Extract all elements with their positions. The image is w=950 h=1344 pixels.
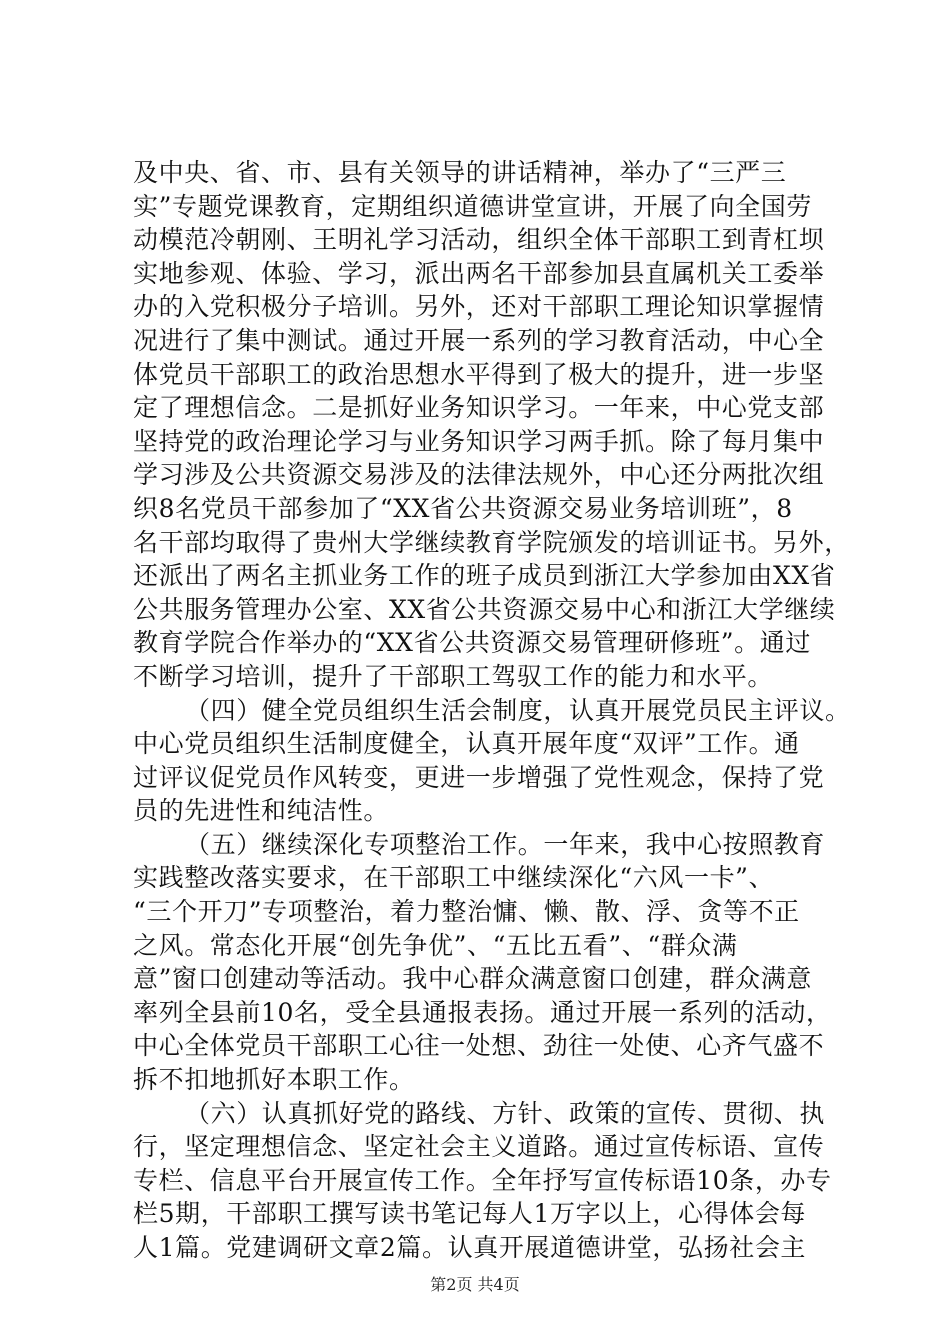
- body-line: 教育学院合作举办的“XX省公共资源交易管理研修班”。通过: [133, 628, 811, 658]
- body-line: 行，坚定理想信念、坚定社会主义道路。通过宣传标语、宣传: [133, 1132, 825, 1162]
- section-heading-line: （五）继续深化专项整治工作。一年来，我中心按照教育: [185, 829, 826, 859]
- body-line: 及中央、省、市、县有关领导的讲话精神，举办了“三严三: [133, 158, 787, 187]
- body-line: 过评议促党员作风转变，更进一步增强了党性观念，保持了党: [133, 762, 825, 792]
- body-line: 公共服务管理办公室、XX省公共资源交易中心和浙江大学继续: [133, 594, 836, 624]
- section-heading-line: （六）认真抓好党的路线、方针、政策的宣传、贯彻、执: [185, 1098, 826, 1128]
- body-line: 栏5期，干部职工撰写读书笔记每人1万字以上，心得体会每: [133, 1199, 807, 1229]
- body-line: 拆不扣地抓好本职工作。: [133, 1065, 415, 1095]
- body-line: 专栏、信息平台开展宣传工作。全年抒写宣传标语10条，办专: [133, 1165, 832, 1195]
- body-line: 中心党员组织生活制度健全，认真开展年度“双评”工作。通: [133, 729, 800, 759]
- body-line: 实践整改落实要求，在干部职工中继续深化“六风一卡”、: [133, 863, 775, 893]
- body-line: 体党员干部职工的政治思想水平得到了极大的提升，进一步坚: [133, 359, 825, 389]
- body-line: 实地参观、体验、学习，派出两名干部参加县直属机关工委举: [133, 258, 825, 288]
- document-body: [133, 156, 851, 1265]
- body-line: 坚持党的政治理论学习与业务知识学习两手抓。除了每月集中: [133, 426, 825, 456]
- body-line: 之风。常态化开展“创先争优”、“五比五看”、“群众满: [133, 930, 738, 960]
- body-line: “三个开刀”专项整治，着力整治慵、懒、散、浮、贪等不正: [133, 897, 800, 927]
- body-line: 员的先进性和纯洁性。: [133, 796, 390, 826]
- body-line: 办的入党积极分子培训。另外，还对干部职工理论知识掌握情: [133, 292, 825, 322]
- body-line: 中心全体党员干部职工心往一处想、劲往一处使、心齐气盛不: [133, 1031, 825, 1061]
- body-line: 织8名党员干部参加了“XX省公共资源交易业务培训班”，8: [133, 493, 793, 523]
- body-line: 实”专题党课教育，定期组织道德讲堂宣讲，开展了向全国劳: [133, 191, 812, 221]
- page-number-footer: 第2页 共4页: [430, 1275, 520, 1294]
- body-line: 动模范冷朝刚、王明礼学习活动，组织全体干部职工到青杠坝: [133, 225, 825, 255]
- body-line: 名干部均取得了贵州大学继续教育学院颁发的培训证书。另外，: [133, 527, 850, 557]
- body-line: 况进行了集中测试。通过开展一系列的学习教育活动，中心全: [133, 325, 825, 355]
- body-line: 还派出了两名主抓业务工作的班子成员到浙江大学参加由XX省: [133, 561, 836, 591]
- body-line: 意”窗口创建动等活动。我中心群众满意窗口创建，群众满意: [133, 964, 812, 994]
- section-heading-line: （四）健全党员组织生活会制度，认真开展党员民主评议。: [185, 695, 851, 725]
- body-line: 率列全县前10名，受全县通报表扬。通过开展一系列的活动，: [133, 997, 832, 1027]
- body-line: 学习涉及公共资源交易涉及的法律法规外，中心还分两批次组: [133, 460, 825, 490]
- body-line: 定了理想信念。二是抓好业务知识学习。一年来，中心党支部: [133, 393, 825, 423]
- body-line: 人1篇。党建调研文章2篇。认真开展道德讲堂，弘扬社会主: [133, 1233, 807, 1262]
- body-line: 不断学习培训，提升了干部职工驾驭工作的能力和水平。: [133, 661, 774, 691]
